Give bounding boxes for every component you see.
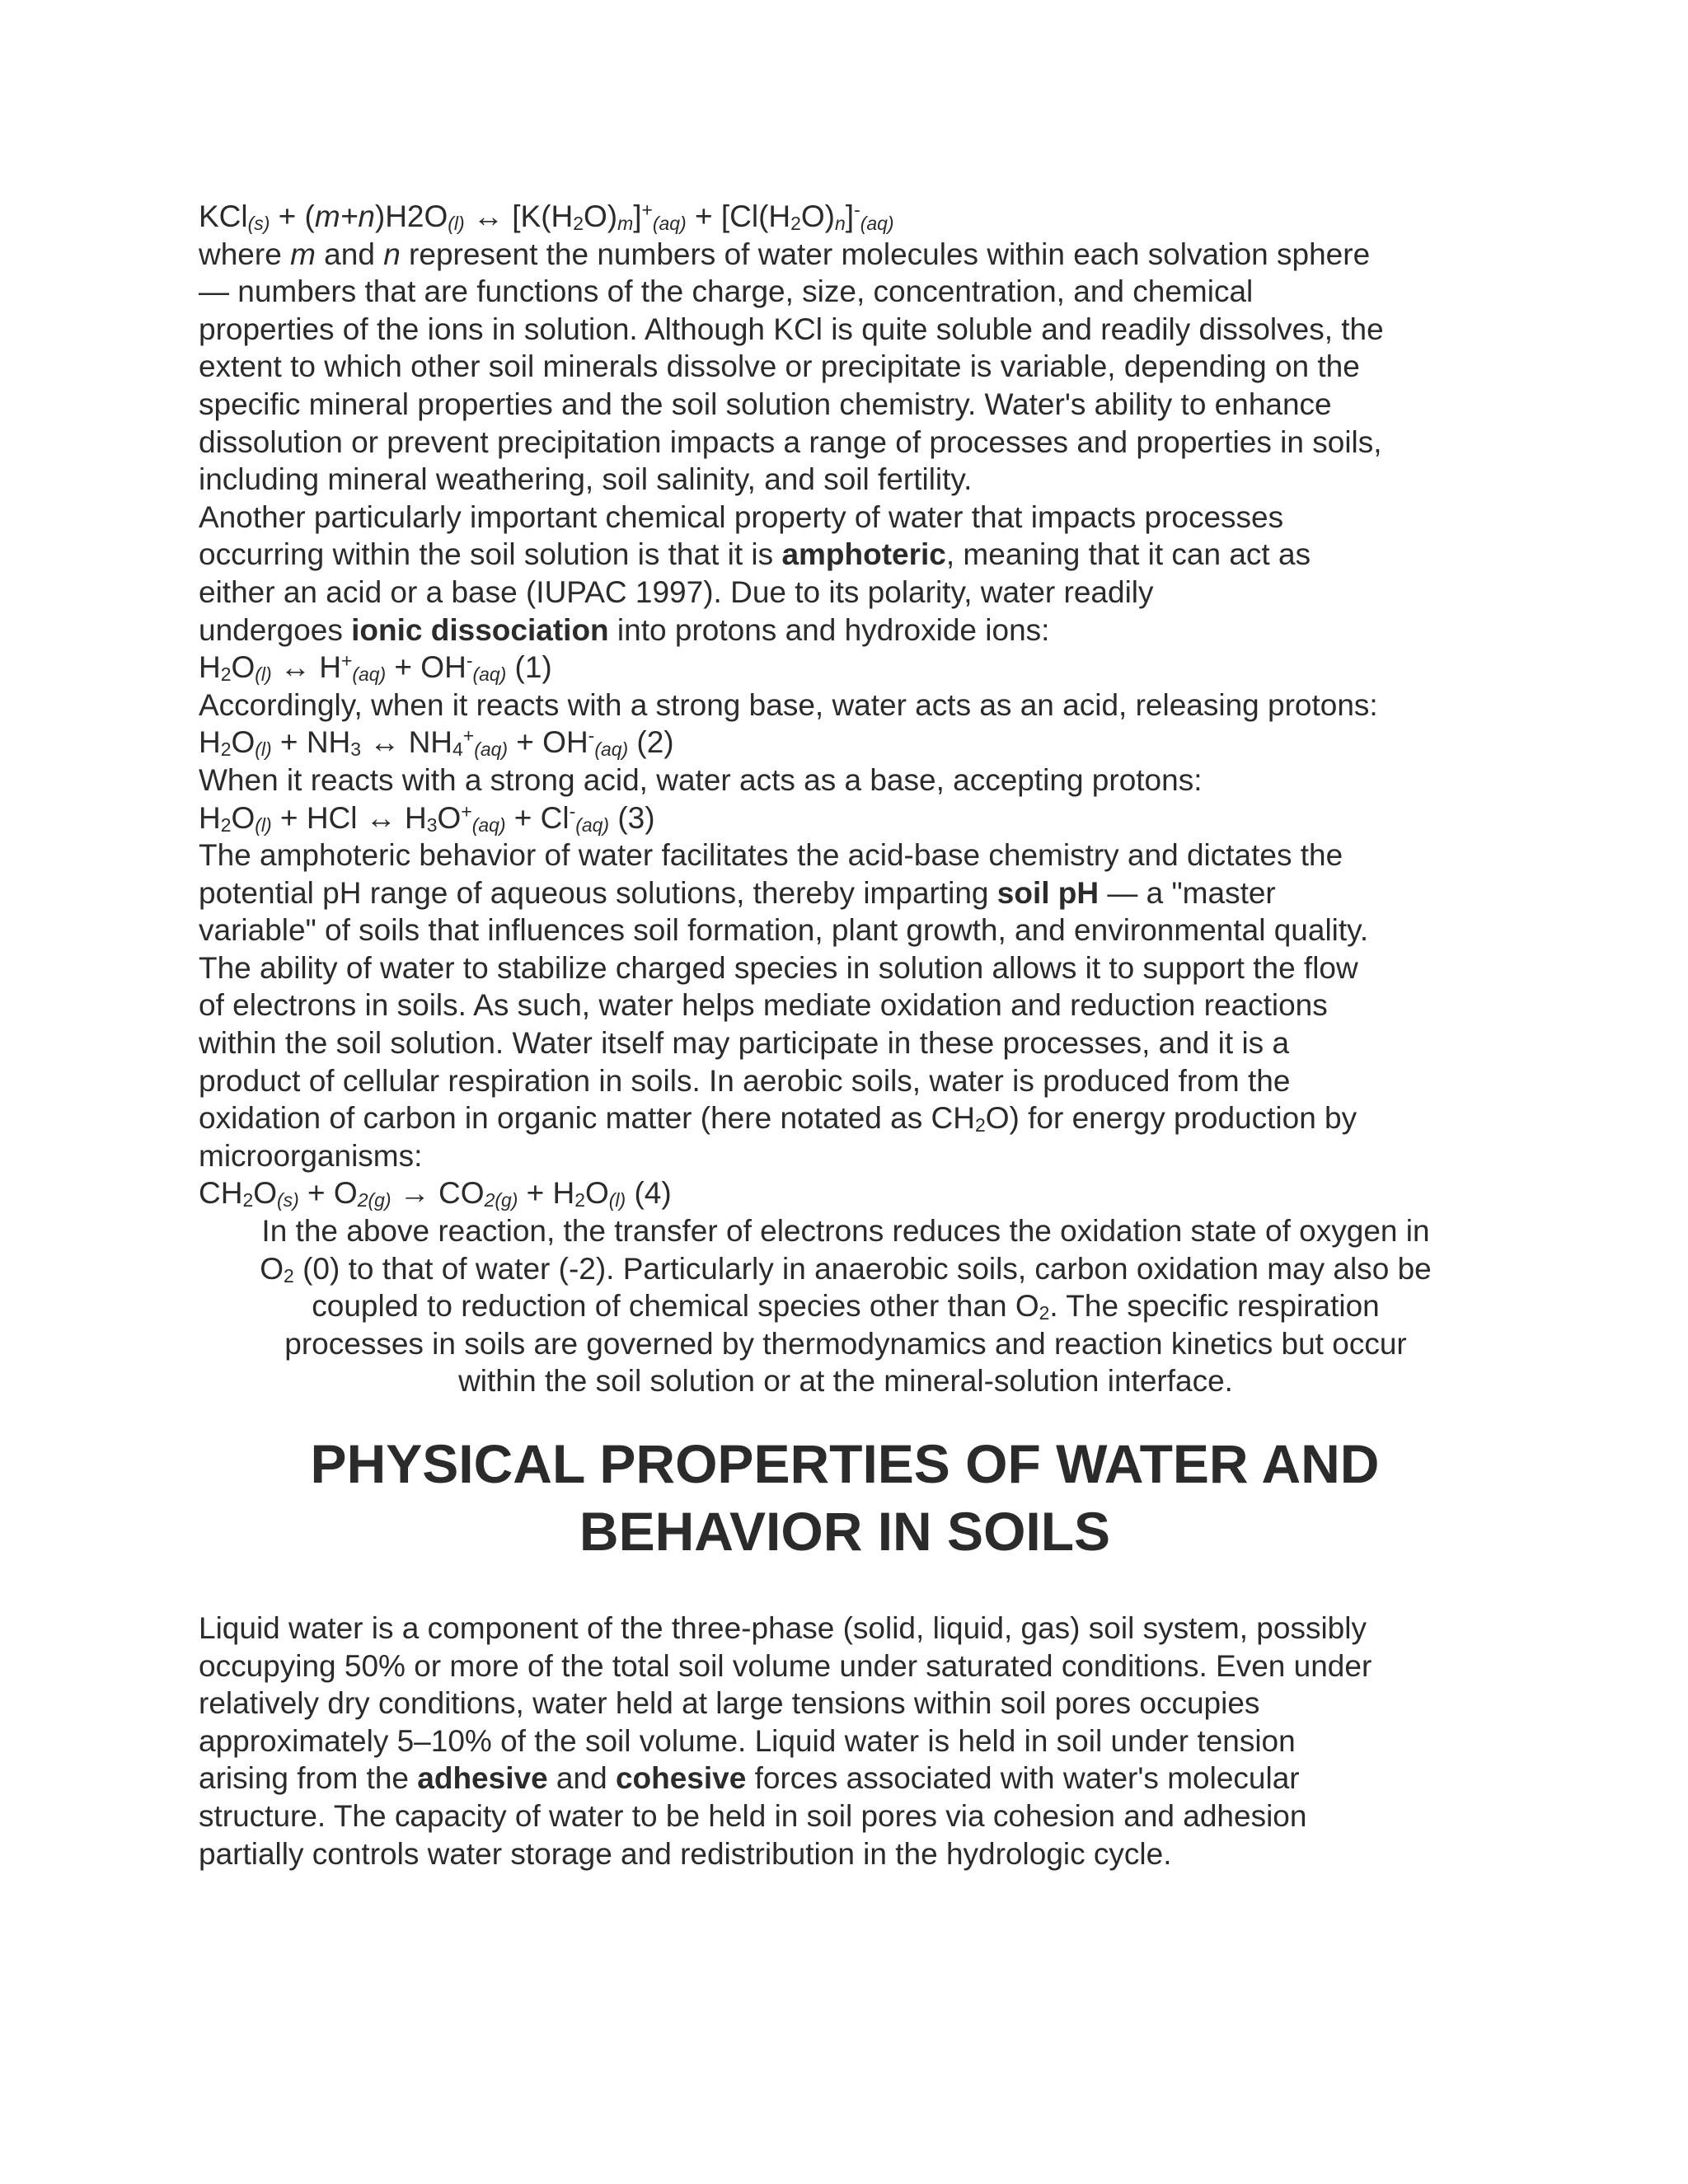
text-line: Accordingly, when it reacts with a strong base, water acts as an acid, releasing protons:	[199, 687, 1378, 722]
text-line: extent to which other soil minerals dissolve or precipitate is variable, depending on the	[199, 349, 1360, 384]
text-line: structure. The capacity of water to be held in soil pores via cohesion and adhesion	[199, 1798, 1307, 1833]
body-text-block-1	[199, 198, 1493, 1400]
text-line: potential pH range of aqueous solutions, thereby imparting soil pH — a "master	[199, 875, 1276, 910]
term-soil-ph: soil pH	[996, 875, 1100, 910]
text-line: within the soil solution or at the mineral-solution interface.	[458, 1364, 1233, 1399]
text-line: of electrons in soils. As such, water helps mediate oxidation and reduction reactions	[199, 988, 1328, 1023]
equation-2: $H_2O_{(l)} + NH_3$ ↔ $NH_4^+_{(aq)} + OH^-_{(aq)}$ (2)	[199, 724, 674, 761]
centered-paragraph	[199, 1212, 1493, 1400]
term-amphoteric: amphoteric	[781, 537, 946, 572]
equation-3: $H_2O_{(l)}$ + HCl ↔ $H_3O^+_{(aq)} + Cl^-_{(aq)}$ (3)	[199, 799, 655, 836]
text-line: either an acid or a base (IUPAC 1997). Due to its polarity, water readily	[199, 574, 1154, 609]
term-adhesive: adhesive	[417, 1761, 548, 1796]
text-line: The ability of water to stabilize charged species in solution allows it to support the flow	[199, 950, 1358, 985]
heading-line-2: BEHAVIOR IN SOILS	[579, 1501, 1111, 1562]
text-line: occupying 50% or more of the total soil volume under saturated conditions. Even under	[199, 1648, 1372, 1683]
text-line: $O_2$ (0) to that of water (-2). Particularly in anaerobic soils, carbon oxidation may also be	[260, 1251, 1432, 1286]
text-line: The amphoteric behavior of water facilitates the acid-base chemistry and dictates the	[199, 838, 1343, 873]
text-line: — numbers that are functions of the charge, size, concentration, and chemical	[199, 274, 1254, 309]
text-line: When it reacts with a strong acid, water acts as a base, accepting protons:	[199, 762, 1203, 797]
text-line: Liquid water is a component of the three-phase (solid, liquid, gas) soil system, possibly	[199, 1611, 1367, 1645]
text-line: microorganisms:	[199, 1138, 423, 1173]
text-line: processes in soils are governed by thermodynamics and reaction kinetics but occur	[284, 1326, 1407, 1361]
text-line: product of cellular respiration in soils. In aerobic soils, water is produced from the	[199, 1063, 1291, 1098]
text-line: In the above reaction, the transfer of electrons reduces the oxidation state of oxygen in	[261, 1214, 1430, 1249]
text-line: coupled to reduction of chemical species other than $O_2$. The specific respiration	[312, 1289, 1380, 1324]
text-line: partially controls water storage and redistribution in the hydrologic cycle.	[199, 1836, 1172, 1871]
text-line: within the soil solution. Water itself may participate in these processes, and it is a	[199, 1026, 1290, 1061]
text-line: where m and n represent the numbers of water molecules within each solvation sphere	[199, 237, 1371, 271]
heading-line-1: PHYSICAL PROPERTIES OF WATER AND	[310, 1433, 1380, 1494]
text-line: relatively dry conditions, water held at large tensions within soil pores occupies	[199, 1686, 1260, 1721]
text-line: Another particularly important chemical property of water that impacts processes	[199, 499, 1284, 534]
text-line: approximately 5–10% of the soil volume. Liquid water is held in soil under tension	[199, 1723, 1296, 1758]
section-heading	[198, 1430, 1492, 1565]
equation-kcl-solvation: $KCl_{(s)} + (m+n)H2O_{(l)}$ ↔ $[K(H_2O)_m]^+_{(aq)} + [Cl(H_2O)_n]^-_{(aq)}$	[199, 199, 894, 235]
text-line: specific mineral properties and the soil solution chemistry. Water's ability to enhance	[199, 387, 1332, 421]
text-line: oxidation of carbon in organic matter (here notated as $CH_2O$) for energy production by	[199, 1101, 1357, 1137]
equation-1: $H_2O_{(l)}$ ↔ $H^+_{(aq)} + OH^-_{(aq)}$ (1)	[199, 649, 552, 686]
text-line: dissolution or prevent precipitation impacts a range of processes and properties in soils,	[199, 424, 1382, 459]
equation-4: $CH_2O_{(s)} + O_{2(g)} \to CO_{2(g)} + H_2O_{(l)}$ (4)	[199, 1176, 672, 1212]
text-line: properties of the ions in solution. Although KCl is quite soluble and readily dissolves, the	[199, 312, 1384, 346]
text-line: including mineral weathering, soil salinity, and soil fertility.	[199, 462, 973, 497]
term-ionic-dissociation: ionic dissociation	[351, 612, 609, 647]
text-line: undergoes ionic dissociation into protons and hydroxide ions:	[199, 612, 1050, 647]
text-line: variable" of soils that influences soil formation, plant growth, and environmental quality.	[199, 913, 1369, 948]
text-line: occurring within the soil solution is that it is amphoteric, meaning that it can act as	[199, 537, 1311, 572]
text-line: arising from the adhesive and cohesive forces associated with water's molecular	[199, 1761, 1300, 1796]
term-cohesive: cohesive	[615, 1761, 747, 1796]
body-text-block-2	[199, 1610, 1493, 1872]
